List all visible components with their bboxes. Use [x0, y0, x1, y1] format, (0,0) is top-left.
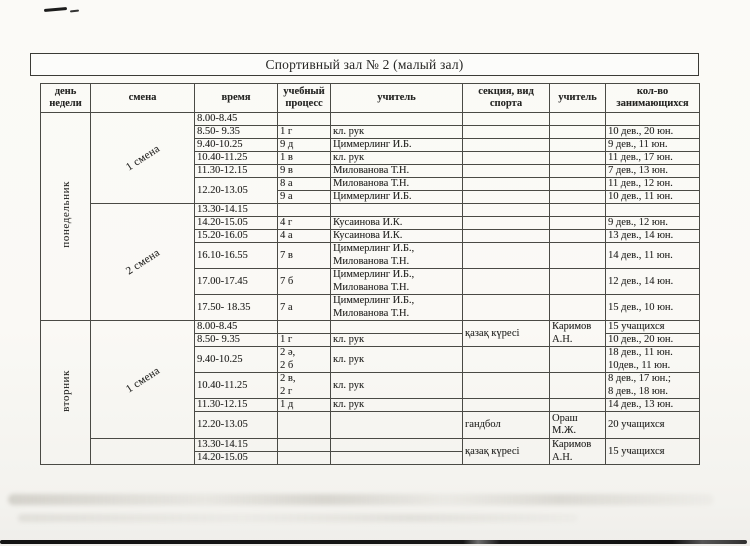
teacher-cell: Циммерлинг И.Б.	[331, 191, 463, 204]
teacher-cell	[331, 204, 463, 217]
col-header-time: время	[195, 84, 278, 113]
teacher-cell	[331, 113, 463, 126]
time-cell: 9.40-10.25	[195, 347, 278, 373]
pen-mark-icon	[70, 9, 79, 12]
count-cell	[606, 113, 700, 126]
count-cell: 10 дев., 20 юн.	[606, 334, 700, 347]
count-cell: 14 дев., 13 юн.	[606, 399, 700, 412]
coach-cell	[550, 204, 606, 217]
process-cell	[278, 204, 331, 217]
process-cell	[278, 321, 331, 334]
col-header-coach: учитель	[550, 84, 606, 113]
time-cell: 8.00-8.45	[195, 113, 278, 126]
time-cell: 17.50- 18.35	[195, 295, 278, 321]
teacher-cell: кл. рук	[331, 126, 463, 139]
time-cell: 14.20-15.05	[195, 452, 278, 465]
day-cell-monday: понедельник	[41, 113, 91, 321]
teacher-cell: кл. рук	[331, 152, 463, 165]
teacher-cell	[331, 412, 463, 439]
time-cell: 11.30-12.15	[195, 165, 278, 178]
teacher-cell: кл. рук	[331, 399, 463, 412]
process-cell: 1 д	[278, 399, 331, 412]
scan-smudge	[8, 494, 714, 505]
count-cell: 10 дев., 11 юн.	[606, 191, 700, 204]
pen-mark-icon	[44, 7, 67, 12]
col-header-process: учебный процесс	[278, 84, 331, 113]
section-cell	[463, 152, 550, 165]
time-cell: 12.20-13.05	[195, 178, 278, 204]
time-cell: 13.30-14.15	[195, 439, 278, 452]
time-cell: 10.40-11.25	[195, 152, 278, 165]
process-cell: 4 г	[278, 217, 331, 230]
teacher-cell: Циммерлинг И.Б.	[331, 139, 463, 152]
teacher-cell: Циммерлинг И.Б., Милованова Т.Н.	[331, 295, 463, 321]
shift-cell: 1 смена	[91, 113, 195, 204]
table-row	[41, 439, 700, 452]
count-cell: 11 дев., 12 юн.	[606, 178, 700, 191]
process-cell: 2 в, 2 г	[278, 373, 331, 399]
coach-cell	[550, 217, 606, 230]
count-cell: 13 дев., 14 юн.	[606, 230, 700, 243]
teacher-cell	[331, 321, 463, 334]
process-cell: 9 д	[278, 139, 331, 152]
time-cell: 11.30-12.15	[195, 399, 278, 412]
col-header-day: день недели	[41, 84, 91, 113]
coach-cell	[550, 230, 606, 243]
coach-cell	[550, 295, 606, 321]
section-cell	[463, 230, 550, 243]
coach-cell	[550, 165, 606, 178]
coach-cell	[550, 191, 606, 204]
process-cell	[278, 412, 331, 439]
schedule-table	[40, 83, 700, 465]
count-cell: 15 учащихся	[606, 439, 700, 465]
count-cell: 10 дев., 20 юн.	[606, 126, 700, 139]
teacher-cell: Циммерлинг И.Б., Милованова Т.Н.	[331, 243, 463, 269]
section-cell	[463, 126, 550, 139]
count-cell	[606, 204, 700, 217]
section-cell	[463, 204, 550, 217]
process-cell: 2 ә, 2 б	[278, 347, 331, 373]
section-cell	[463, 399, 550, 412]
coach-cell	[550, 113, 606, 126]
col-header-count: кол-во занимающихся	[606, 84, 700, 113]
coach-cell: Ораш М.Ж.	[550, 412, 606, 439]
section-cell: қазақ күресі	[463, 439, 550, 465]
section-cell	[463, 191, 550, 204]
coach-cell: Каримов А.Н.	[550, 321, 606, 347]
coach-cell	[550, 347, 606, 373]
coach-cell	[550, 373, 606, 399]
table-row	[41, 204, 700, 217]
section-cell	[463, 373, 550, 399]
teacher-cell: кл. рук	[331, 347, 463, 373]
count-cell: 12 дев., 14 юн.	[606, 269, 700, 295]
time-cell: 8.50- 9.35	[195, 126, 278, 139]
time-cell: 16.10-16.55	[195, 243, 278, 269]
shift-cell: 2 смена	[91, 204, 195, 321]
col-header-section: секция, вид спорта	[463, 84, 550, 113]
teacher-cell: Милованова Т.Н.	[331, 165, 463, 178]
process-cell: 7 б	[278, 269, 331, 295]
count-cell: 7 дев., 13 юн.	[606, 165, 700, 178]
process-cell: 1 в	[278, 152, 331, 165]
process-cell: 8 а	[278, 178, 331, 191]
time-cell: 8.50- 9.35	[195, 334, 278, 347]
teacher-cell: кл. рук	[331, 334, 463, 347]
shift-cell	[91, 439, 195, 465]
section-cell: қазақ күресі	[463, 321, 550, 347]
section-cell: гандбол	[463, 412, 550, 439]
col-header-teacher: учитель	[331, 84, 463, 113]
coach-cell	[550, 399, 606, 412]
count-cell: 9 дев., 11 юн.	[606, 139, 700, 152]
section-cell	[463, 269, 550, 295]
count-cell: 18 дев., 11 юн. 10дев., 11 юн.	[606, 347, 700, 373]
time-cell: 12.20-13.05	[195, 412, 278, 439]
scan-smudge	[18, 514, 578, 522]
table-row	[41, 321, 700, 334]
process-cell	[278, 452, 331, 465]
section-cell	[463, 139, 550, 152]
col-header-shift: смена	[91, 84, 195, 113]
time-cell: 9.40-10.25	[195, 139, 278, 152]
coach-cell	[550, 178, 606, 191]
time-cell: 10.40-11.25	[195, 373, 278, 399]
process-cell: 9 а	[278, 191, 331, 204]
process-cell: 7 а	[278, 295, 331, 321]
coach-cell	[550, 152, 606, 165]
process-cell: 7 в	[278, 243, 331, 269]
teacher-cell: Кусаинова И.К.	[331, 217, 463, 230]
time-cell: 14.20-15.05	[195, 217, 278, 230]
header-row	[41, 84, 700, 113]
scan-edge-artifact	[0, 540, 747, 544]
coach-cell	[550, 126, 606, 139]
teacher-cell	[331, 439, 463, 452]
teacher-cell: Милованова Т.Н.	[331, 178, 463, 191]
time-cell: 13.30-14.15	[195, 204, 278, 217]
coach-cell	[550, 269, 606, 295]
count-cell: 11 дев., 17 юн.	[606, 152, 700, 165]
time-cell: 15.20-16.05	[195, 230, 278, 243]
teacher-cell: кл. рук	[331, 373, 463, 399]
section-cell	[463, 217, 550, 230]
coach-cell	[550, 139, 606, 152]
section-cell	[463, 295, 550, 321]
count-cell: 15 дев., 10 юн.	[606, 295, 700, 321]
teacher-cell: Циммерлинг И.Б., Милованова Т.Н.	[331, 269, 463, 295]
coach-cell: Каримов А.Н.	[550, 439, 606, 465]
section-cell	[463, 347, 550, 373]
shift-cell: 1 смена	[91, 321, 195, 439]
teacher-cell	[331, 452, 463, 465]
section-cell	[463, 113, 550, 126]
section-cell	[463, 243, 550, 269]
section-cell	[463, 165, 550, 178]
count-cell: 9 дев., 12 юн.	[606, 217, 700, 230]
teacher-cell: Кусаинова И.К.	[331, 230, 463, 243]
page-title: Спортивный зал № 2 (малый зал)	[30, 53, 699, 76]
count-cell: 14 дев., 11 юн.	[606, 243, 700, 269]
time-cell: 17.00-17.45	[195, 269, 278, 295]
time-cell: 8.00-8.45	[195, 321, 278, 334]
count-cell: 15 учащихся	[606, 321, 700, 334]
table-row	[41, 113, 700, 126]
coach-cell	[550, 243, 606, 269]
day-cell-tuesday: вторник	[41, 321, 91, 465]
section-cell	[463, 178, 550, 191]
process-cell: 9 в	[278, 165, 331, 178]
process-cell: 4 а	[278, 230, 331, 243]
process-cell: 1 г	[278, 334, 331, 347]
process-cell	[278, 113, 331, 126]
process-cell	[278, 439, 331, 452]
process-cell: 1 г	[278, 126, 331, 139]
count-cell: 20 учащихся	[606, 412, 700, 439]
count-cell: 8 дев., 17 юн.; 8 дев., 18 юн.	[606, 373, 700, 399]
